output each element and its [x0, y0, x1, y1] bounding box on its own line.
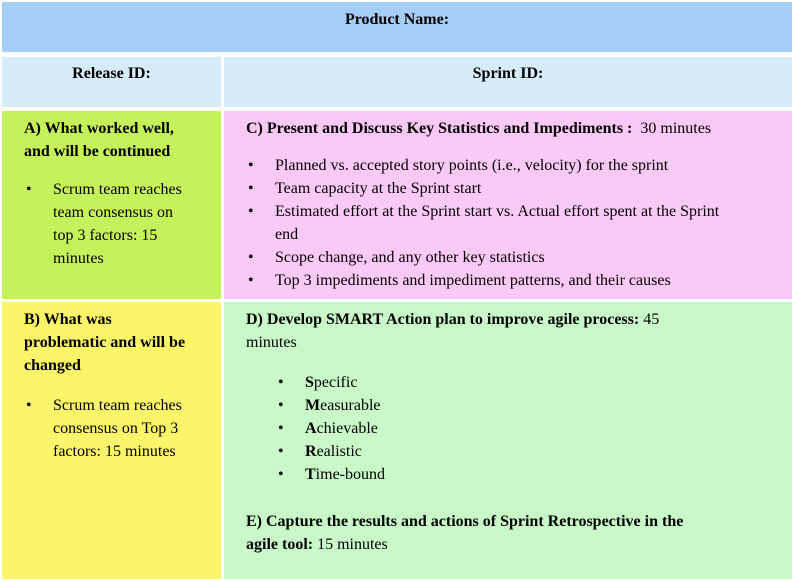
- bullet-text-line: Team capacity at the Sprint start: [275, 180, 482, 197]
- release-id-label: Release ID:: [72, 65, 151, 82]
- sprint-id-label: Sprint ID:: [472, 65, 544, 82]
- bullet-text-line: Top 3 impediments and impediment patterns, and their causes: [275, 272, 671, 289]
- bullet-glyph: •: [278, 443, 284, 460]
- bullet-glyph: •: [278, 466, 284, 483]
- section-d-e-cell: [223, 301, 793, 580]
- section-c-title: C) Present and Discuss Key Statistics and Impediments :: [246, 120, 633, 137]
- section-b-title-line: changed: [24, 357, 81, 374]
- section-d-title: D) Develop SMART Action plan to improve agile process:: [246, 311, 640, 328]
- section-a-cell: [1, 110, 222, 300]
- sprint-id-cell: [223, 56, 793, 108]
- smart-initial: T: [305, 466, 316, 483]
- list-item: [248, 154, 719, 177]
- bullet-glyph: •: [26, 397, 32, 414]
- section-b-title: [24, 308, 185, 377]
- list-item: [248, 269, 719, 292]
- bullet-text-line: Scope change, and any other key statistics: [275, 249, 545, 266]
- bullet-text-line: minutes: [53, 250, 104, 267]
- smart-item: [278, 371, 385, 394]
- bullet-text-line: consensus on Top 3: [53, 420, 179, 437]
- smart-item: [278, 417, 385, 440]
- list-item: [248, 200, 720, 246]
- section-e-duration: 15 minutes: [317, 536, 388, 553]
- bullet-glyph: •: [278, 374, 284, 391]
- bullet-glyph: •: [248, 272, 254, 289]
- section-d-heading: [246, 308, 659, 354]
- bullet-glyph: •: [248, 180, 254, 197]
- release-id-cell: [1, 56, 222, 108]
- section-d-duration: 45: [643, 311, 660, 328]
- bullet-glyph: •: [248, 157, 254, 174]
- section-a-title-line: and will be continued: [24, 143, 171, 160]
- bullet-text-line: end: [275, 226, 299, 243]
- smart-item: [278, 463, 385, 486]
- smart-item: [278, 440, 385, 463]
- section-c-cell: [223, 110, 793, 300]
- bullet-text-line: factors: 15 minutes: [53, 443, 176, 460]
- section-b-bullets: [26, 394, 182, 463]
- bullet-glyph: •: [26, 181, 32, 198]
- bullet-glyph: •: [248, 203, 254, 220]
- smart-rest: pecific: [313, 374, 358, 391]
- list-item: [26, 178, 182, 270]
- bullet-text-line: top 3 factors: 15: [53, 227, 158, 244]
- section-a-bullets: [26, 178, 182, 270]
- bullet-text-line: Estimated effort at the Sprint start vs. Actual effort spent at the Sprint: [275, 203, 720, 220]
- list-item: [248, 177, 719, 200]
- list-item: [26, 394, 182, 463]
- section-a-title-line: A) What worked well,: [24, 120, 174, 137]
- section-b-title-line: problematic and will be: [24, 334, 186, 351]
- section-e-heading: [246, 510, 683, 556]
- product-name-cell: [1, 1, 793, 53]
- bullet-text-line: Scrum team reaches: [53, 397, 182, 414]
- section-e-title-line: E) Capture the results and actions of Sprint Retrospective in the: [246, 513, 684, 530]
- product-name-label: Product Name:: [344, 11, 450, 28]
- smart-rest: ealistic: [316, 443, 362, 460]
- bullet-text-line: team consensus on: [53, 204, 173, 221]
- bullet-glyph: •: [278, 420, 284, 437]
- smart-initial: A: [305, 420, 317, 437]
- bullet-text-line: Planned vs. accepted story points (i.e., velocity) for the sprint: [275, 157, 669, 174]
- list-item: [248, 246, 719, 269]
- section-b-title-line: B) What was: [24, 311, 112, 328]
- smart-rest: ime-bound: [315, 466, 385, 483]
- smart-initial: M: [305, 397, 321, 414]
- smart-item: [278, 394, 385, 417]
- section-e-title-line: agile tool:: [246, 536, 314, 553]
- smart-initial: R: [305, 443, 317, 460]
- section-c-duration: 30 minutes: [640, 120, 712, 137]
- bullet-text-line: Scrum team reaches: [53, 181, 182, 198]
- section-d-duration-cont: minutes: [246, 334, 297, 351]
- section-b-cell: [1, 301, 222, 580]
- section-c-bullets: [248, 154, 720, 292]
- smart-rest: chievable: [316, 420, 378, 437]
- smart-rest: easurable: [320, 397, 381, 414]
- section-c-heading: [246, 117, 711, 140]
- bullet-glyph: •: [278, 397, 284, 414]
- section-a-title: [24, 117, 174, 163]
- smart-initial: S: [305, 374, 314, 391]
- smart-list: [278, 371, 385, 486]
- bullet-glyph: •: [248, 249, 254, 266]
